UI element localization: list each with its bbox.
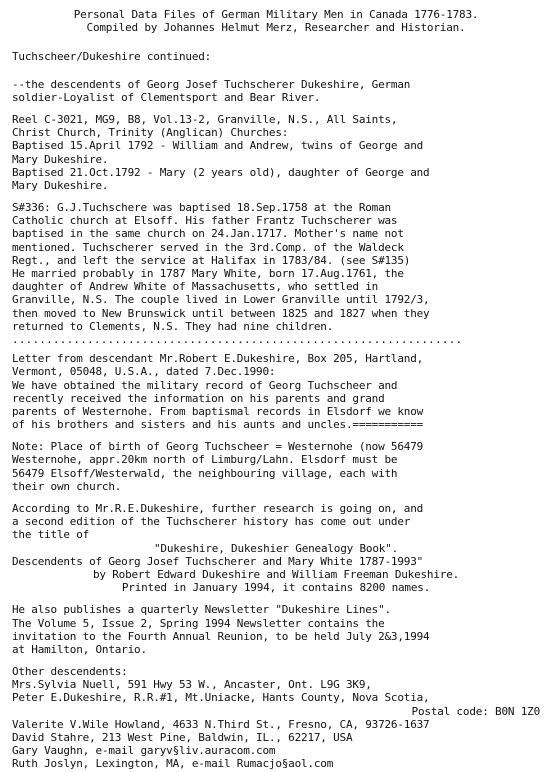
reel-line: Mary Dukeshire.	[12, 152, 109, 166]
newsletter-paragraph	[12, 603, 540, 656]
descendent-entry: Valerite V.Wile Howland, 4633 N.Third St., Fresno, CA, 93726-1637	[12, 717, 430, 731]
letter-line: parents of Westernohe. From baptismal records in Elsdorf we know	[12, 404, 424, 418]
reel-line: Christ Church, Trinity (Anglican) Churches:	[12, 126, 289, 140]
newsletter-line: at Hamilton, Ontario.	[12, 642, 147, 656]
record-line: mentioned. Tuchscherer served in the 3rd.Comp. of the Waldeck	[12, 240, 404, 254]
record-line: S#336: G.J.Tuchschere was baptised 18.Sep.1758 at the Roman	[12, 201, 391, 215]
reel-line: Mary Dukeshire.	[12, 178, 109, 192]
record-line: daughter of Andrew White of Massachusetts, who settled in	[12, 280, 379, 294]
reel-line: Reel C-3021, MG9, B8, Vol.13-2, Granville, N.S., All Saints,	[12, 112, 398, 126]
letter-line: We have obtained the military record of Georg Tuchscheer and	[12, 378, 398, 392]
record-line: then moved to New Brunswick until between 1825 and 1827 when they	[12, 306, 430, 320]
other-descendents-list	[12, 665, 540, 771]
header-title-line-2: Compiled by Johannes Helmut Merz, Researcher and Historian.	[86, 21, 466, 35]
newsletter-line: invitation to the Fourth Annual Reunion, to be held July 2&3,1994	[12, 629, 430, 643]
reel-paragraph	[12, 113, 540, 192]
descendent-entry: David Stahre, 213 West Pine, Baldwin, IL., 62217, USA	[12, 731, 353, 744]
record-line: Catholic church at Elsoff. His father Frantz Tuchscherer was	[12, 214, 398, 228]
descendent-email-entry: Gary Vaughn, e-mail garyv§liv.auracom.com	[12, 744, 276, 758]
reel-line: Baptised 15.April 1792 - William and Andrew, twins of George and	[12, 139, 424, 153]
letter-line: Letter from descendant Mr.Robert E.Dukeshire, Box 205, Hartland,	[12, 352, 424, 366]
header-title-line-1: Personal Data Files of German Military Men in Canada 1776-1783.	[73, 8, 479, 21]
note-line: 56479 Elsoff/Westerwald, the neighbouring village, each with	[12, 466, 398, 480]
note-line: Note: Place of birth of Georg Tuchscheer = Westernohe (now 56479	[12, 440, 424, 454]
note-paragraph	[12, 440, 540, 493]
book-line: Printed in January 1994, it contains 8200 names.	[121, 581, 431, 595]
descendent-entry: Peter E.Dukeshire, R.R.#1, Mt.Uniacke, Hants County, Nova Scotia,	[12, 691, 430, 705]
letter-paragraph	[12, 352, 540, 431]
record-line: He married probably in 1787 Mary White, born 17.Aug.1761, the	[12, 267, 404, 280]
intro-line: --the descendents of Georg Josef Tuchscherer Dukeshire, German	[12, 77, 411, 91]
postal-code-line: Postal code: B0N 1Z0	[411, 704, 540, 718]
section-title: Tuchscheer/Dukeshire continued:	[12, 50, 212, 64]
research-paragraph	[12, 502, 540, 542]
record-line: Regt., and left the service at Halifax in 1783/84. (see S#135)	[12, 253, 411, 267]
document-header	[12, 8, 540, 34]
intro-paragraph	[12, 78, 540, 104]
note-line: Westernohe, appr.20km north of Limburg/Lahn. Elsdorf must be	[12, 453, 398, 467]
record-336-paragraph	[12, 201, 540, 333]
book-line: by Robert Edward Dukeshire and William Freeman Dukeshire.	[92, 567, 460, 581]
other-descendents-heading: Other descendents:	[12, 665, 128, 679]
book-line: Descendents of Georg Josef Tuchscherer and Mary White 1787-1993"	[12, 554, 424, 568]
reel-line: Baptised 21.Oct.1792 - Mary (2 years old), daughter of George and	[12, 165, 430, 179]
record-line: returned to Clements, N.S. They had nine children.	[12, 319, 334, 333]
book-title-block	[12, 542, 540, 595]
newsletter-line: He also publishes a quarterly Newsletter "Dukeshire Lines".	[12, 603, 391, 617]
newsletter-line: The Volume 5, Issue 2, Spring 1994 Newsletter contains the	[12, 616, 385, 630]
research-line: the title of	[12, 528, 90, 542]
research-line: According to Mr.R.E.Dukeshire, further research is going on, and	[12, 502, 424, 515]
letter-line: Vermont, 05048, U.S.A., dated 7.Dec.1990:	[12, 365, 276, 379]
record-line: Granville, N.S. The couple lived in Lower Granville until 1792/3,	[12, 293, 430, 307]
letter-line: of his brothers and sisters and his aunts and uncles.===========	[12, 418, 424, 432]
descendent-email-entry: Ruth Joslyn, Lexington, MA, e-mail Rumacjo§aol.com	[12, 757, 334, 771]
descendent-entry: Mrs.Sylvia Nuell, 591 Hwy 53 W., Ancaster, Ont. L9G 3K9,	[12, 678, 372, 692]
letter-line: recently received the information on his parents and grand	[12, 391, 385, 405]
dotted-divider: ..................................................................	[12, 332, 463, 346]
note-line: their own church.	[12, 479, 122, 493]
document-page	[12, 8, 540, 771]
record-line: baptised in the same church on 24.Jan.1717. Mother's name not	[12, 227, 404, 241]
research-line: a second edition of the Tuchscherer history has come out under	[12, 515, 411, 529]
intro-line: soldier-Loyalist of Clementsport and Bear River.	[12, 90, 321, 104]
book-line: "Dukeshire, Dukeshier Genealogy Book".	[153, 541, 399, 555]
